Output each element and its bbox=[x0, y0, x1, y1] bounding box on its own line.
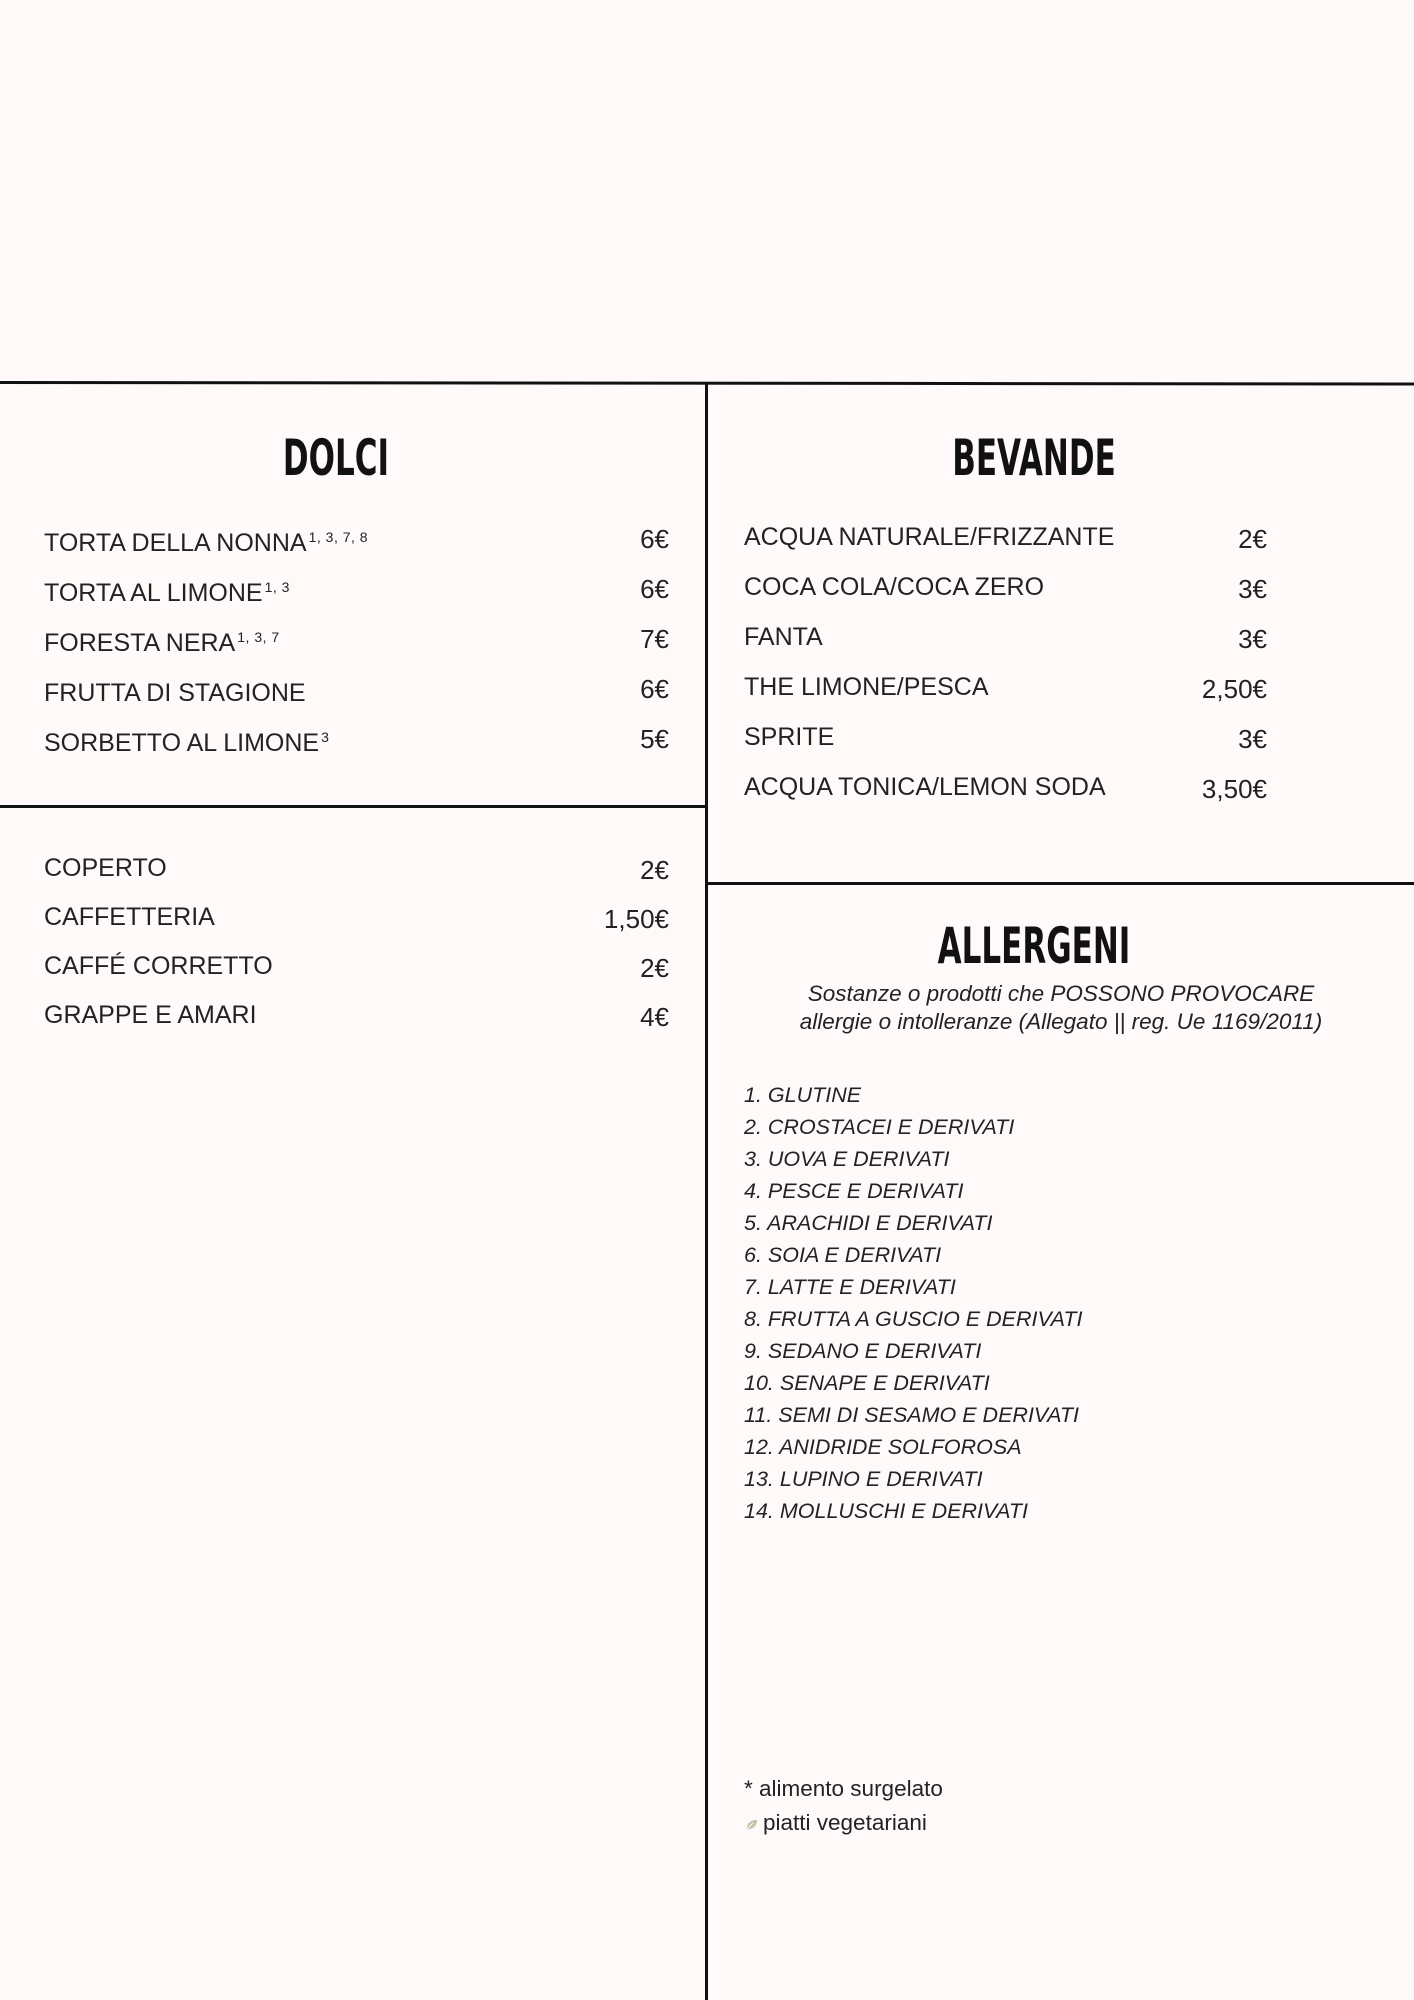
allergeni-title: ALLERGENI bbox=[937, 917, 1131, 975]
item-price: 6€ bbox=[640, 674, 669, 704]
legend-frozen bbox=[744, 1772, 943, 1806]
list-item bbox=[744, 722, 1267, 772]
item-name: COCA COLA/COCA ZERO bbox=[744, 573, 1045, 601]
item-name: THE LIMONE/PESCA bbox=[744, 673, 989, 701]
legend-vegetarian-label: piatti vegetariani bbox=[763, 1810, 927, 1835]
list-item: 10. SENAPE E DERIVATI bbox=[744, 1371, 990, 1395]
item-name: COPERTO bbox=[44, 854, 167, 882]
item-allergens: 1, 3 bbox=[264, 579, 290, 595]
legend-vegetarian bbox=[744, 1806, 943, 1840]
list-item: 2. CROSTACEI E DERIVATI bbox=[744, 1115, 1015, 1139]
item-allergens: 1, 3, 7 bbox=[237, 629, 280, 645]
allergen-list bbox=[744, 1079, 1082, 1527]
extras-list bbox=[44, 853, 669, 1049]
list-item bbox=[44, 572, 669, 622]
item-name: GRAPPE E AMARI bbox=[44, 1001, 257, 1029]
item-price: 3,50€ bbox=[1201, 774, 1267, 804]
dolci-title: DOLCI bbox=[282, 429, 390, 487]
item-name: FANTA bbox=[744, 623, 823, 651]
allergeni-subtitle-line2: allergie o intolleranze (Allegato || reg. Ue 1169/2011) bbox=[799, 1009, 1323, 1034]
item-price: 3€ bbox=[1238, 574, 1267, 604]
list-item bbox=[744, 622, 1267, 672]
legend bbox=[744, 1772, 943, 1840]
list-item: 8. FRUTTA A GUSCIO E DERIVATI bbox=[744, 1307, 1083, 1331]
list-item: 3. UOVA E DERIVATI bbox=[744, 1147, 950, 1171]
allergeni-subtitle-line1: Sostanze o prodotti che POSSONO PROVOCARE bbox=[807, 981, 1315, 1006]
dolci-list bbox=[44, 522, 669, 772]
list-item bbox=[44, 672, 669, 722]
list-item bbox=[44, 853, 669, 902]
item-price: 4€ bbox=[640, 1002, 669, 1032]
item-name: TORTA AL LIMONE bbox=[44, 579, 263, 607]
item-price: 2€ bbox=[1238, 524, 1267, 554]
list-item bbox=[44, 902, 669, 951]
list-item bbox=[44, 622, 669, 672]
bevande-list bbox=[744, 522, 1267, 822]
list-item: 5. ARACHIDI E DERIVATI bbox=[744, 1211, 993, 1235]
list-item bbox=[44, 722, 669, 772]
list-item bbox=[44, 522, 669, 572]
list-item: 1. GLUTINE bbox=[744, 1083, 862, 1107]
dolci-bottom-divider bbox=[0, 805, 706, 808]
item-price: 7€ bbox=[640, 624, 669, 654]
list-item bbox=[44, 1000, 669, 1049]
item-price: 6€ bbox=[640, 524, 669, 554]
list-item: 11. SEMI DI SESAMO E DERIVATI bbox=[744, 1403, 1079, 1427]
item-name: FRUTTA DI STAGIONE bbox=[44, 679, 306, 707]
legend-frozen-label: * alimento surgelato bbox=[744, 1776, 943, 1801]
center-divider bbox=[705, 383, 708, 2000]
item-name: SORBETTO AL LIMONE bbox=[44, 729, 320, 757]
item-name: CAFFETTERIA bbox=[44, 903, 215, 931]
item-name: CAFFÉ CORRETTO bbox=[44, 952, 273, 980]
list-item: 6. SOIA E DERIVATI bbox=[744, 1243, 942, 1267]
list-item bbox=[744, 572, 1267, 622]
item-price: 6€ bbox=[640, 574, 669, 604]
item-price: 3€ bbox=[1238, 624, 1267, 654]
item-name: ACQUA NATURALE/FRIZZANTE bbox=[744, 523, 1115, 551]
list-item: 14. MOLLUSCHI E DERIVATI bbox=[744, 1499, 1028, 1523]
leaf-icon bbox=[744, 1817, 759, 1832]
list-item bbox=[44, 951, 669, 1000]
item-price: 2€ bbox=[640, 953, 669, 983]
bevande-title: BEVANDE bbox=[952, 429, 1116, 487]
item-price: 3€ bbox=[1238, 724, 1267, 754]
bevande-bottom-divider bbox=[707, 882, 1414, 885]
item-price: 2€ bbox=[640, 855, 669, 885]
list-item bbox=[744, 522, 1267, 572]
item-name: TORTA DELLA NONNA bbox=[44, 529, 307, 557]
item-allergens: 3 bbox=[321, 729, 330, 745]
list-item bbox=[744, 772, 1267, 822]
allergeni-subtitle bbox=[708, 980, 1414, 1036]
list-item: 7. LATTE E DERIVATI bbox=[744, 1275, 956, 1299]
list-item: 9. SEDANO E DERIVATI bbox=[744, 1339, 982, 1363]
list-item bbox=[744, 672, 1267, 722]
item-name: SPRITE bbox=[744, 723, 835, 751]
list-item: 13. LUPINO E DERIVATI bbox=[744, 1467, 983, 1491]
item-price: 2,50€ bbox=[1201, 674, 1267, 704]
item-price: 5€ bbox=[640, 724, 669, 754]
item-allergens: 1, 3, 7, 8 bbox=[308, 529, 369, 545]
item-price: 1,50€ bbox=[603, 904, 669, 934]
item-name: ACQUA TONICA/LEMON SODA bbox=[744, 773, 1106, 801]
list-item: 12. ANIDRIDE SOLFOROSA bbox=[744, 1435, 1022, 1459]
item-name: FORESTA NERA bbox=[44, 629, 236, 657]
list-item: 4. PESCE E DERIVATI bbox=[744, 1179, 964, 1203]
